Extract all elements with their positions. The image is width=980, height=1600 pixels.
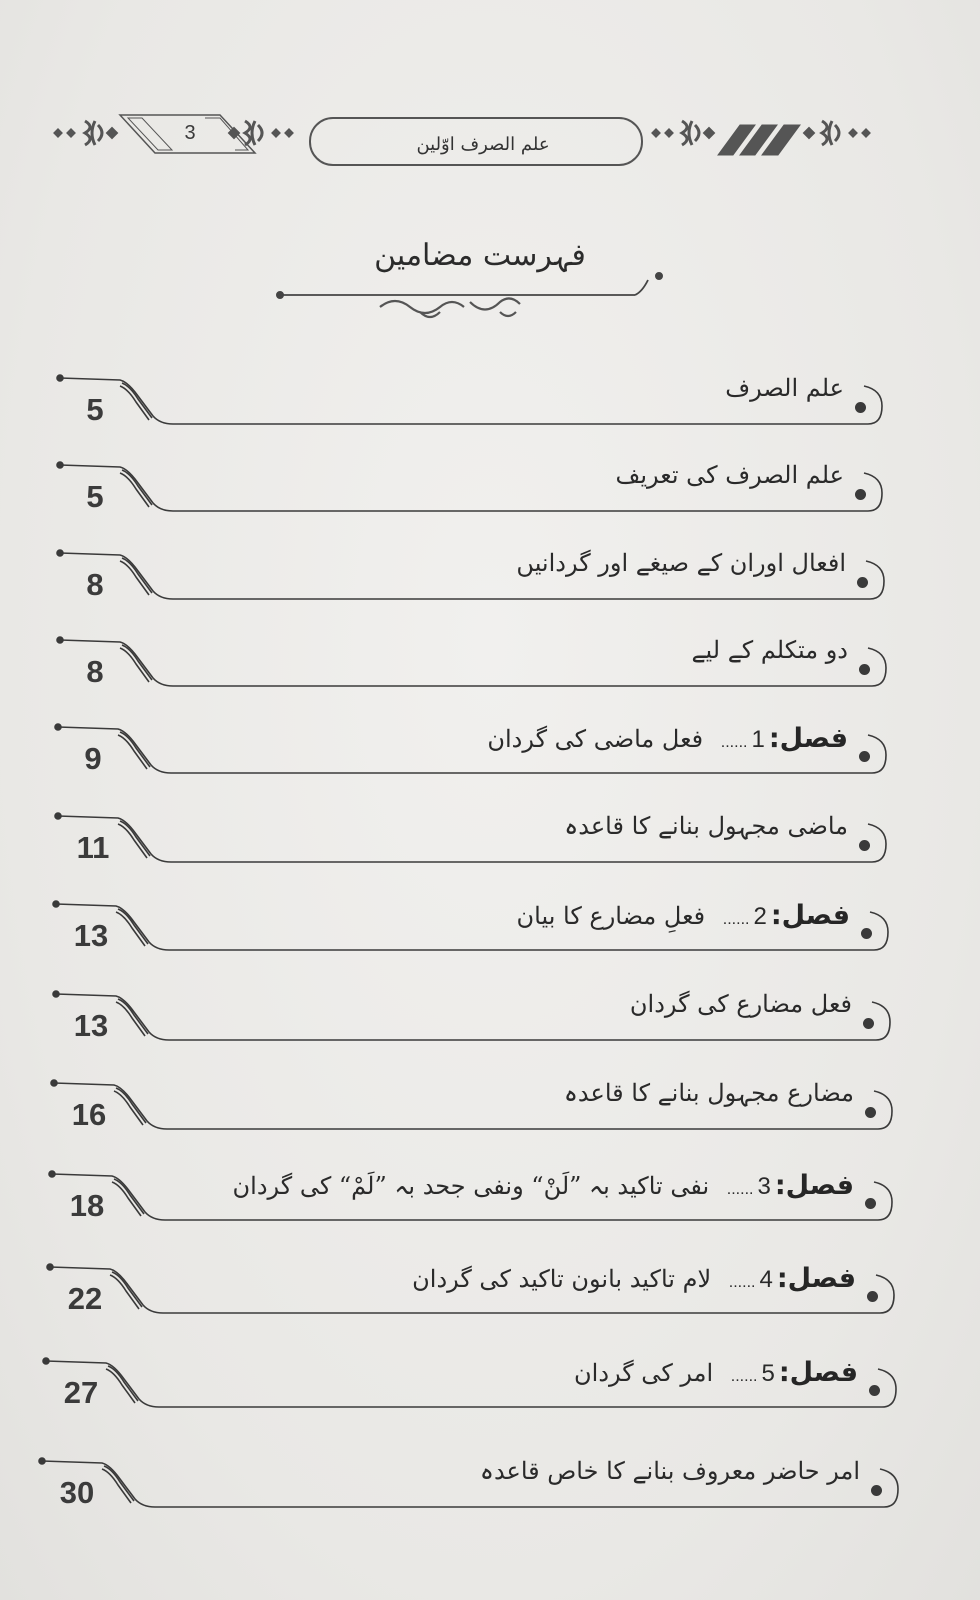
entry-title-text: نفی تاکید بہ ”لَنْ“ ونفی جحد بہ ”لَمْ“ کی گردان (232, 1172, 710, 1200)
bullet-dot-icon (861, 928, 872, 939)
chapter-prefix: فصل: (778, 1357, 858, 1388)
entry-title-text: افعال اوران کے صیغے اور گردانیں (516, 549, 846, 577)
bullet-dot-icon (871, 1485, 882, 1496)
entry-title (517, 900, 850, 931)
entry-title (574, 1357, 858, 1388)
entry-title (691, 636, 848, 664)
chapter-prefix: فصل: (776, 1263, 856, 1294)
chapter-number: 3 (757, 1173, 771, 1200)
entry-title (725, 374, 844, 402)
chapter-number: 2 (753, 903, 767, 930)
entry-page-number: 13 (73, 1008, 109, 1043)
leader-dots: ...... (722, 911, 750, 928)
entry-title-text: مضارع مجہول بنانے کا قاعدہ (563, 1079, 854, 1107)
toc-entry[interactable] (0, 547, 980, 617)
toc-entry[interactable] (0, 1168, 980, 1238)
leader-dots: ...... (730, 1368, 758, 1385)
entry-page-number: 13 (73, 918, 109, 953)
leader-dots: ...... (720, 734, 748, 751)
entry-page-number: 5 (86, 479, 104, 514)
entry-page-number: 8 (86, 654, 104, 689)
toc-entry[interactable] (0, 721, 980, 791)
entry-title-text: ماضی مجہول بنانے کا قاعدہ (564, 812, 848, 840)
entry-page-number: 5 (86, 392, 104, 427)
entry-title-text: امر کی گردان (574, 1359, 714, 1387)
toc-entry[interactable] (0, 988, 980, 1058)
toc-entry[interactable] (0, 1455, 980, 1525)
bullet-dot-icon (867, 1291, 878, 1302)
entry-title (564, 1079, 854, 1107)
entry-title (487, 723, 848, 754)
toc-entry[interactable] (0, 1077, 980, 1147)
entry-page-number: 11 (76, 830, 110, 865)
entry-page-number: 18 (69, 1188, 105, 1223)
entry-title-text: فعل ماضی کی گردان (487, 725, 704, 753)
toc-entry[interactable] (0, 810, 980, 880)
chapter-number: 5 (761, 1360, 775, 1387)
bullet-dot-icon (859, 840, 870, 851)
entry-page-number: 22 (67, 1281, 103, 1316)
leader-dots: ...... (728, 1274, 756, 1291)
entry-title (564, 812, 848, 840)
chapter-number: 4 (759, 1266, 773, 1293)
toc-title: فہرست مضامین (374, 238, 586, 273)
bullet-dot-icon (865, 1107, 876, 1118)
chapter-prefix: فصل: (774, 1170, 854, 1201)
chapter-prefix: فصل: (768, 723, 848, 754)
entry-title (412, 1263, 856, 1294)
entry-title (480, 1457, 860, 1485)
entry-title-text: امر حاضر معروف بنانے کا خاص قاعدہ (479, 1457, 860, 1485)
chapter-prefix: فصل: (770, 900, 850, 931)
entry-page-number: 8 (86, 567, 104, 602)
bullet-dot-icon (865, 1198, 876, 1209)
bullet-dot-icon (857, 577, 868, 588)
toc-entry[interactable] (0, 372, 980, 442)
entry-page-number: 30 (59, 1475, 95, 1510)
entry-title-text: فعل مضارع کی گردان (629, 990, 852, 1018)
entry-title-text: علم الصرف (725, 374, 844, 402)
entry-page-number: 27 (63, 1375, 99, 1410)
entry-title (616, 461, 845, 489)
toc-entry[interactable] (0, 898, 980, 968)
bullet-dot-icon (859, 664, 870, 675)
bullet-dot-icon (859, 751, 870, 762)
chapter-number: 1 (751, 726, 765, 753)
leader-dots: ...... (726, 1181, 754, 1198)
toc-entry[interactable] (0, 459, 980, 529)
bullet-dot-icon (863, 1018, 874, 1029)
toc-entry[interactable] (0, 634, 980, 704)
toc-entry[interactable] (0, 1355, 980, 1425)
entry-title (516, 549, 846, 577)
title-underline-ornament-icon (270, 262, 670, 332)
entry-title-text: لام تاکید بانون تاکید کی گردان (412, 1265, 712, 1293)
running-title: علم الصرف اوّلین (416, 133, 550, 155)
entry-title (233, 1170, 854, 1201)
bullet-dot-icon (855, 402, 866, 413)
entry-title (630, 990, 852, 1018)
toc-entry[interactable] (0, 1261, 980, 1331)
entry-page-number: 16 (71, 1097, 107, 1132)
page-number: 3 (184, 122, 196, 144)
bullet-dot-icon (855, 489, 866, 500)
entry-title-text: دو متکلم کے لیے (691, 636, 848, 664)
entry-title-text: علم الصرف کی تعریف (615, 461, 844, 489)
bullet-dot-icon (869, 1385, 880, 1396)
entry-title-text: فعلِ مضارع کا بیان (516, 902, 706, 930)
entry-page-number: 9 (84, 741, 102, 776)
